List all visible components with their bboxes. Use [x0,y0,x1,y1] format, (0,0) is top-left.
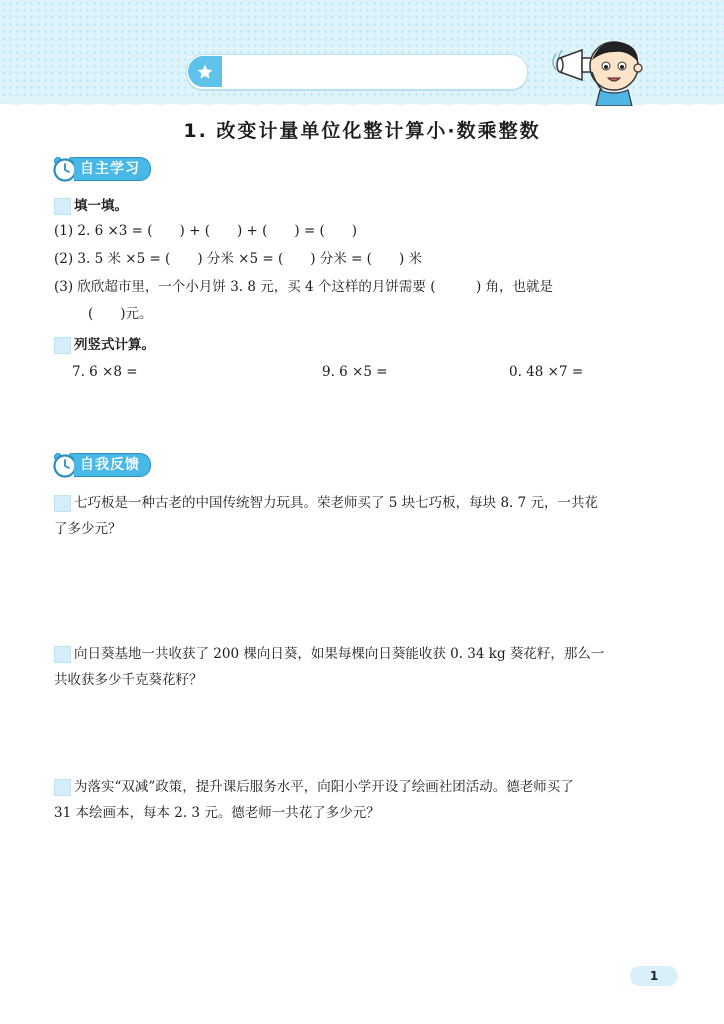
question-1-title: 填一填。 [74,198,128,214]
question-2-title: 列竖式计算。 [74,337,155,353]
header-title-pill [186,54,528,90]
word-problem-3-line-1: 为落实“双减”政策，提升课后服务水平，向阳小学开设了绘画社团活动。德老师买了 [74,779,574,795]
section-badge-self-study [52,156,151,182]
word-problem-1-line-2: 了多少元？ [54,521,122,537]
section-badge-self-feedback [52,452,151,478]
vertical-calc-item-1: 7. 6 ×8 = [72,364,138,380]
word-problem-3-line-2: 31 本绘画本，每本 2. 3 元。德老师一共花了多少元？ [54,805,380,821]
vertical-calc-item-2: 9. 6 ×5 = [322,364,388,380]
word-problem-2-line-2: 共收获多少千克葵花籽？ [54,672,203,688]
question-marker [54,495,71,512]
fill-line-1: (1) 2. 6 ×3 = ( ) + ( ) + ( ) = ( ) [54,223,358,239]
word-problem-1 [54,490,674,542]
star-icon [196,63,214,81]
fill-line-4: ( )元。 [88,306,153,322]
question-marker [54,198,71,215]
vertical-calc-item-3: 0. 48 ×7 = [509,364,584,380]
question-marker [54,779,71,796]
lesson-title: 1. 改变计量单位化整计算小·数乘整数 [183,120,541,142]
word-problem-3 [54,774,674,826]
megaphone-mascot-icon [548,36,658,106]
question-1-heading [54,194,128,215]
word-problem-2-line-1: 向日葵基地一共收获了 200 棵向日葵，如果每棵向日葵能收获 0. 34 kg 葵花籽，那么一 [74,646,605,662]
fill-line-2: (2) 3. 5 米 ×5 = ( ) 分米 ×5 = ( ) 分米 = ( ) 米 [54,251,423,267]
question-2-heading [54,333,155,354]
star-badge [188,56,222,87]
word-problem-1-line-1: 七巧板是一种古老的中国传统智力玩具。荣老师买了 5 块七巧板，每块 8. 7 元，一共花 [74,495,599,511]
question-marker [54,646,71,663]
question-marker [54,337,71,354]
section-badge-label: 自我反馈 [74,453,151,477]
word-problem-2 [54,641,674,693]
page-number: 1 [630,966,678,986]
fill-line-3: (3) 欣欣超市里，一个小月饼 3. 8 元，买 4 个这样的月饼需要 ( ) 角，也就是 [54,279,554,295]
section-badge-label: 自主学习 [74,157,151,181]
